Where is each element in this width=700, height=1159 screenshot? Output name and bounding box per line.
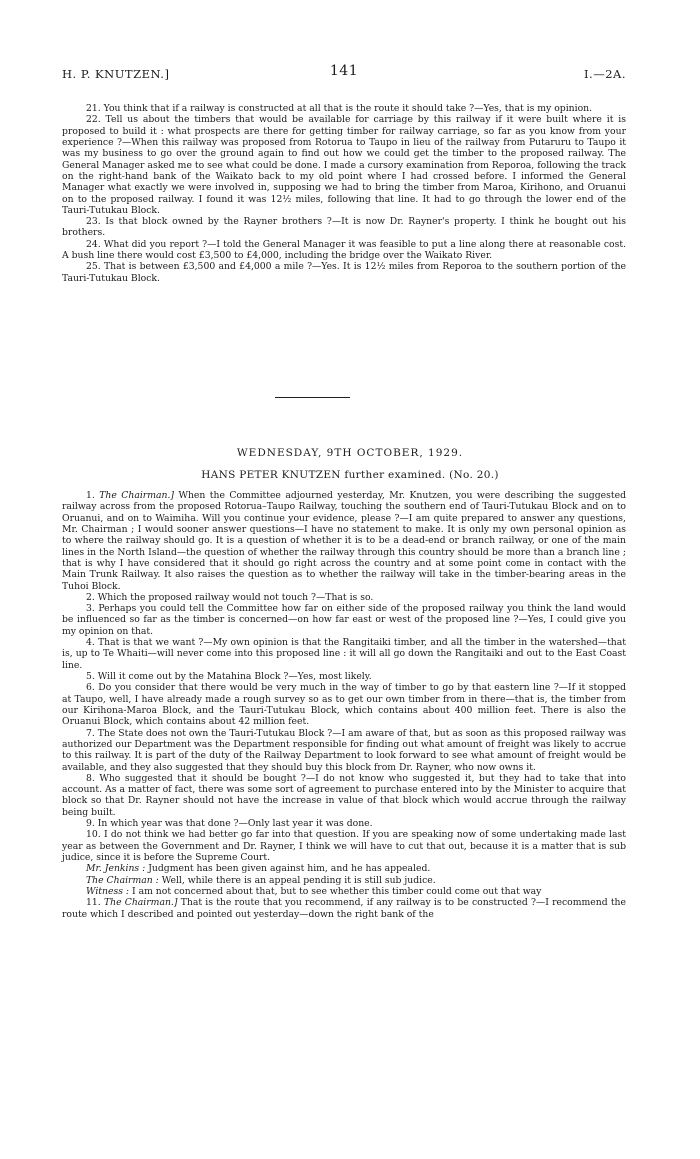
running-header: [62, 63, 626, 83]
question-paragraph: 1. The Chairman.] When the Committee adjourned yesterday, Mr. Knutzen, you were describing the suggested railway across from the proposed Rotorua–Taupo Railway, touching the southern end of Tauri-Tutukau Block and on to Oruanui, and on to Waimiha. Will you continue your evidence, please ?—I am quite prepared to answer any questions, Mr. Chairman ; I would sooner answer questions—I have no statement to make. It is only my own personal opinion as to where the railway should go. It is a question of whether it is to be a dead-end or branch railway, or one of the main lines in the North Island—the question of whether the railway through this country should be more than a branch line ; that is why I have considered that it should go right across the country and at some point come in contact with the Main Trunk Railway. It also raises the question as to whether the railway will take in the timber-bearing areas in the Tuhoi Block.: [62, 490, 626, 592]
question-paragraph: 4. That is that we want ?—My own opinion is that the Rangitaiki timber, and all the timber in the watershed—that is, up to Te Whaiti—will never come into this proposed line : it will all go down the Rangitaiki and out to the East Coast line.: [62, 637, 626, 671]
header-paper-reference: I.—2A.: [584, 67, 626, 81]
section-divider: [275, 397, 350, 398]
question-paragraph: 9. In which year was that done ?—Only last year it was done.: [86, 818, 373, 830]
question-paragraph: 21. You think that if a railway is constructed at all that is the route it should take ?—Yes, that is my opinion.: [86, 103, 593, 114]
speaker-label: Witness :: [86, 885, 130, 897]
question-paragraph: 7. The State does not own the Tauri-Tutukau Block ?—I am aware of that, but as soon as this proposed railway was authorized our Department was the Department responsible for finding out what amount of freight was likely to accrue to this railway. It is part of the duty of the Railway Department to look forward to see what amount of freight would be available, and they also suggested that they should buy this block from Dr. Rayner, who now owns it.: [62, 727, 626, 773]
speaker-paragraph: Witness : I am not concerned about that, but to see whether this timber could come out that way: [86, 885, 542, 897]
speaker-label: The Chairman :: [86, 874, 159, 886]
testimony-section: [62, 490, 626, 920]
question-paragraph: 25. That is between £3,500 and £4,000 a mile ?—Yes. It is 12½ miles from Reporoa to the southern portion of the Tauri-Tutukau Block.: [62, 261, 626, 284]
question-paragraph: 22. Tell us about the timbers that would be available for carriage by this railway if it were built where it is proposed to build it : what prospects are there for getting timber for railway carriage, so far as you know from your experience ?—When this railway was proposed from Rotorua to Taupo in lieu of the railway from Putaruru to Taupo it was my business to go over the ground again to find out how we could get the timber to the proposed railway. The General Manager asked me to see what could be done. I made a cursory examination from Reporoa, following the track on the right-hand bank of the Waikato back to my old point where I had crossed before. I informed the General Manager what exactly we were involved in, supposing we had to bring the timber from Maroa, Kirihono, and Oruanui on to the proposed railway. I found it was 12½ miles, following that line. It had to go through the lower end of the Tauri-Tutukau Block.: [62, 114, 626, 216]
question-paragraph: 8. Who suggested that it should be bought ?—I do not know who suggested it, but they had to take that into account. As a matter of fact, there was some sort of agreement to purchase entered into by the Minister to acquire that block so that Dr. Rayner should not have the increase in value of that block which would accrue through the railway being built.: [62, 772, 626, 818]
question-paragraph: 5. Will it come out by the Matahina Block ?—Yes, most likely.: [86, 671, 372, 682]
witness-heading: HANS PETER KNUTZEN further examined. (No. 20.): [201, 469, 499, 481]
testimony-section-continued: [62, 103, 626, 284]
page-number: 141: [329, 63, 359, 79]
question-paragraph: 2. Which the proposed railway would not touch ?—That is so.: [86, 591, 374, 603]
speaker-label: Mr. Jenkins :: [86, 863, 146, 875]
question-paragraph: 24. What did you report ?—I told the General Manager it was feasible to put a line along there at reasonable cost. A bush line there would cost £3,500 to £4,000, including the bridge over the Waikato River.: [62, 238, 626, 262]
session-date-heading: WEDNESDAY, 9TH OCTOBER, 1929.: [236, 447, 464, 459]
speaker-label: The Chairman.]: [103, 897, 178, 909]
speaker-label: The Chairman.]: [99, 490, 175, 501]
speaker-paragraph: Mr. Jenkins : Judgment has been given against him, and he has appealed.: [86, 863, 431, 875]
question-paragraph: 6. Do you consider that there would be very much in the way of timber to go by that eastern line ?—If it stopped at Taupo, well, I have already made a rough survey so as to get our own timber from in there—that is, the timber from our Kirihona-Maroa Block, and the Tauri-Tutukau Block, which contains about 400 million feet. There is also the Oruanui Block, which contains about 42 million feet.: [62, 682, 626, 728]
header-witness-name: H. P. KNUTZEN.]: [62, 67, 170, 81]
question-paragraph: 10. I do not think we had better go far into that question. If you are speaking now of some undertaking made last year as between the Government and Dr. Rayner, I think we will have to cut that out, because it is a matter that is sub judice, since it is before the Supreme Court.: [62, 829, 626, 863]
question-paragraph: 23. Is that block owned by the Rayner brothers ?—It is now Dr. Rayner's property. I think he bought out his brothers.: [62, 216, 626, 239]
question-paragraph: 3. Perhaps you could tell the Committee how far on either side of the proposed railway you think the land would be influenced so far as the timber is concerned—on how far east or west of the proposed line ?—Yes, I could give you my opinion on that.: [62, 603, 626, 637]
question-paragraph: 11. The Chairman.] That is the route that you recommend, if any railway is to be constructed ?—I recommend the route which I described and pointed out yesterday—down the right bank of the: [62, 897, 626, 920]
speaker-paragraph: The Chairman : Well, while there is an appeal pending it is still sub judice.: [86, 874, 436, 886]
